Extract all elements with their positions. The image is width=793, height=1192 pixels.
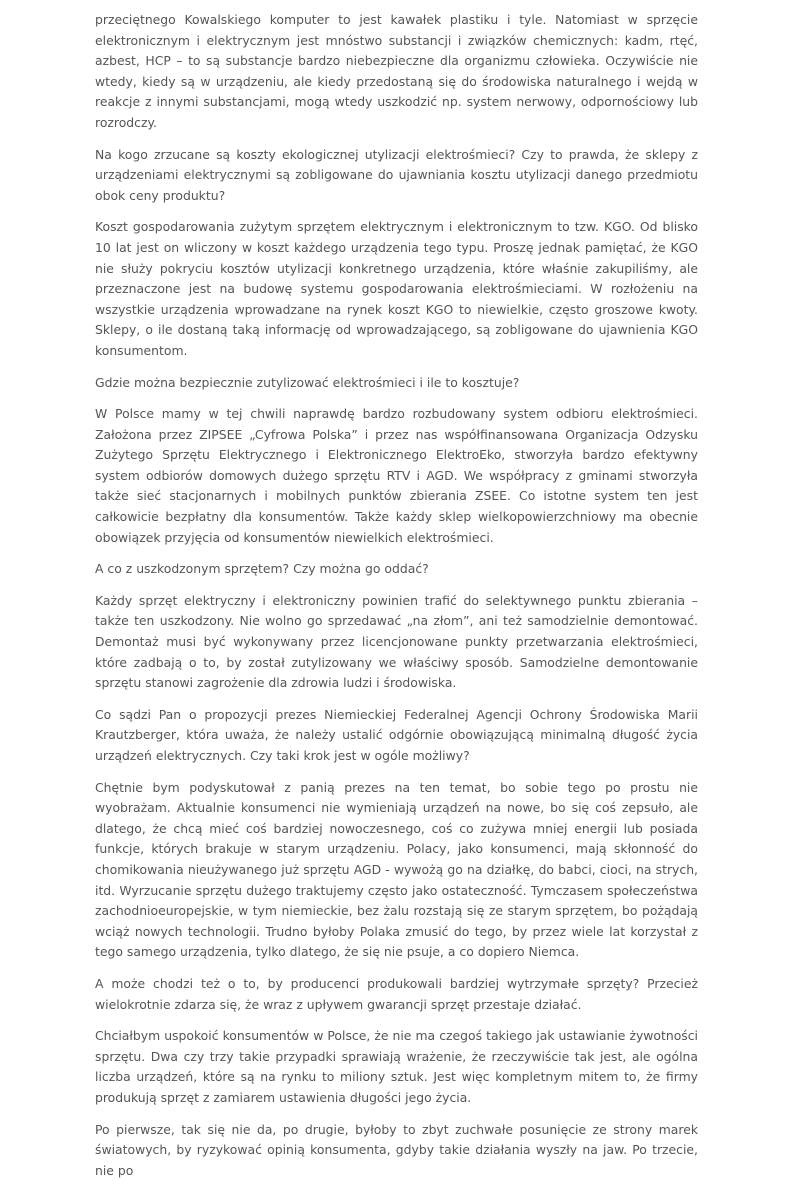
paragraph-answer-damaged: Każdy sprzęt elektryczny i elektroniczny powinien trafić do selektywnego punktu zbierania – także ten uszkodzony. Nie wolno go sprzedawać „na złom”, ani też samodzielnie demontować. Demontaż musi być wykonywany przez licencjonowane punkty przetwarzania elektrośmieci, które zadbają o to, by został zutylizowany we właściwy sposób. Samodzielne demontowanie sprzętu stanowi zagrożenie dla zdrowia ludzi i środowiska. [95,592,698,691]
paragraph-answer-system: W Polsce mamy w tej chwili naprawdę bardzo rozbudowany system odbioru elektrośmieci. Założona przez ZIPSEE „Cyfrowa Polska” i przez nas współfinansowana Organizacja Odzysku Zużytego Sprzętu Elektrycznego i Elektronicznego ElektroEko, stworzyła bardzo efektywny system odbiorów domowych dużego sprzętu RTV i AGD. We współpracy z gminami stworzyła także sieć stacjonarnych i mobilnych punktów zbierania ZSEE. Co istotne system ten jest całkowicie bezpłatny dla konsumentów. Także każdy sklep wielkopowierzchniowy ma obecnie obowiązek przyjęcia od konsumentów niewielkich elektrośmieci. [95,406,698,545]
paragraph-question-lifespan: Co sądzi Pan o propozycji prezes Niemieckiej Federalnej Agencji Ochrony Środowiska Marii Krautzberger, która uważa, że należy ustalić odgórnie obowiązującą minimalną długość życia urządzeń elektrycznych. Czy taki krok jest w ogóle możliwy? [95,706,698,763]
document-page [95,10,698,1192]
paragraph-answer-kgo: Koszt gospodarowania zużytym sprzętem elektrycznym i elektronicznym to tzw. KGO. Od blisko 10 lat jest on wliczony w koszt każdego urządzenia tego typu. Proszę jednak pamiętać, że KGO nie służy pokryciu kosztów utylizacji konkretnego urządzenia, które właśnie zakupiliśmy, ale przeznaczone jest na budowę systemu gospodarowania elektrośmieciami. W rozłożeniu na wszystkie urządzenia wprowadzane na rynek koszt KGO to niewielkie, często groszowe kwoty. Sklepy, o ile dostaną taką informację od wprowadzającego, są zobligowane do ujawnienia KGO konsumentom. [95,219,698,358]
paragraph-question-damaged: A co z uszkodzonym sprzętem? Czy można go oddać? [95,561,429,577]
paragraph-answer-durability: Chciałbym uspokoić konsumentów w Polsce, że nie ma czegoś takiego jak ustawianie żywotności sprzętu. Dwa czy trzy takie przypadki sprawiają wrażenie, że rzeczywiście tak jest, ale ogólna liczba urządzeń, które są na rynku to miliony sztuk. Jest więc kompletnym mitem to, że firmy produkują sprzęt z zamiarem ustawienia długości jego życia. [95,1028,698,1105]
paragraph-answer-substances: przeciętnego Kowalskiego komputer to jest kawałek plastiku i tyle. Natomiast w sprzęcie elektronicznym i elektrycznym jest mnóstwo substancji i związków chemicznych: kadm, rtęć, azbest, HCP – to są substancje bardzo niebezpieczne dla organizmu człowieka. Oczywiście nie wtedy, kiedy są w urządzeniu, ale kiedy przedostaną się do środowiska naturalnego i wejdą w reakcje z innymi substancjami, mogą wtedy uszkodzić np. system nerwowy, odpornościowy lub rozrodczy. [95,12,698,130]
paragraph-question-costs: Na kogo zrzucane są koszty ekologicznej utylizacji elektrośmieci? Czy to prawda, że sklepy z urządzeniami elektrycznymi są zobligowane do ujawniania kosztu utylizacji danego przedmiotu obok ceny produktu? [95,146,698,203]
paragraph-answer-continued: Po pierwsze, tak się nie da, po drugie, byłoby to zbyt zuchwałe posunięcie ze strony marek światowych, by ryzykować opinią konsumenta, gdyby takie działania wyszły na jaw. Po trzecie, nie po [95,1121,698,1178]
paragraph-question-durability: A może chodzi też o to, by producenci produkowali bardziej wytrzymałe sprzęty? Przecież wielokrotnie zdarza się, że wraz z upływem gwarancji sprzęt przestaje działać. [95,975,698,1012]
paragraph-question-where: Gdzie można bezpiecznie zutylizować elektrośmieci i ile to kosztuje? [95,374,520,390]
paragraph-answer-lifespan: Chętnie bym podyskutował z panią prezes na ten temat, bo sobie tego po prostu nie wyobrażam. Aktualnie konsumenci nie wymieniają urządzeń na nowe, bo się coś zepsuło, ale dlatego, że chcą mieć coś bardziej nowoczesnego, coś co zużywa mniej energii lub posiada funkcje, których brakuje w starym urządzeniu. Polacy, jako konsumenci, mają skłonność do chomikowania nieużywanego już sprzętu AGD - wywożą go na działkę, do babci, cioci, na strych, itd. Wyrzucanie sprzętu dużego traktujemy często jako ostateczność. Tymczasem społeczeństwa zachodnioeuropejskie, w tym niemieckie, bez żalu rozstają się ze starym sprzętem, bo pożądają wciąż nowych technologii. Trudno byłoby Polaka zmusić do tego, by przez wiele lat korzystał z tego samego urządzenia, tylko dlatego, że się nie psuje, a co dopiero Niemca. [95,779,698,960]
